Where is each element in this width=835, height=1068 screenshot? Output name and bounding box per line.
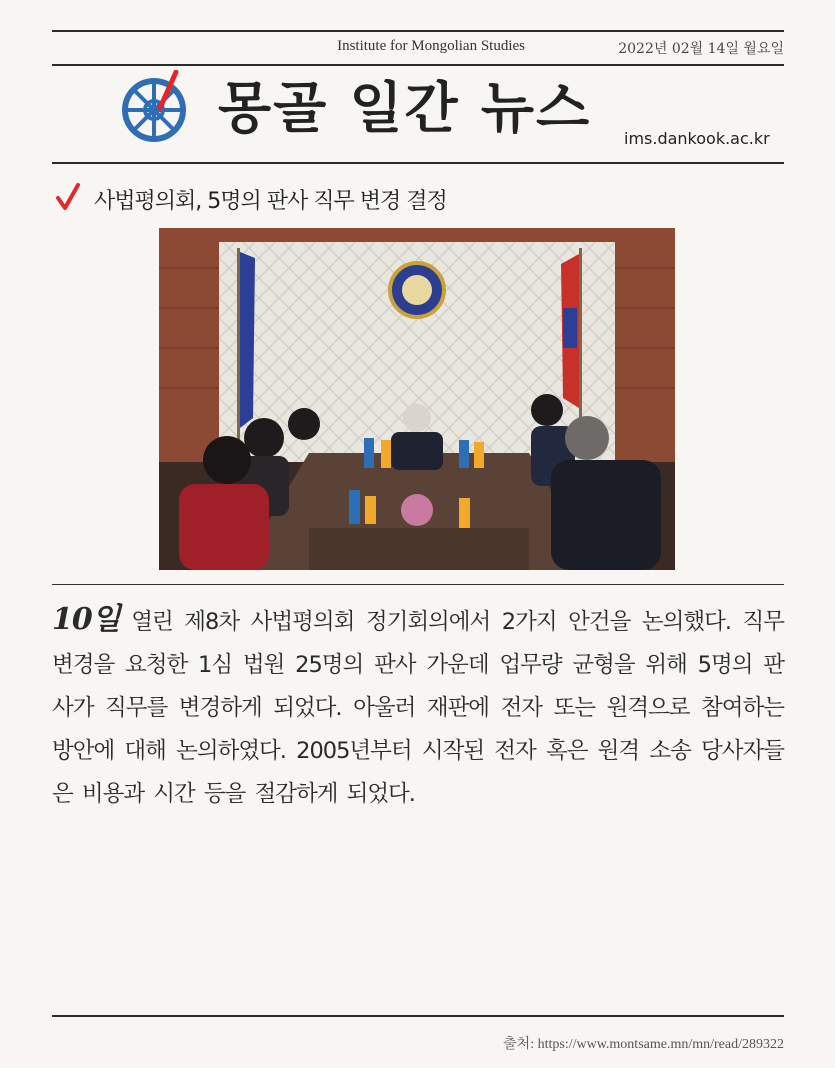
- source-link[interactable]: 출처: https://www.montsame.mn/mn/read/289322: [503, 1037, 784, 1052]
- site-url: ims.dankook.ac.kr: [624, 129, 770, 148]
- article-photo: [159, 228, 675, 570]
- header-rule: [52, 64, 784, 66]
- masthead-title: 몽골 일간 뉴스: [218, 76, 592, 140]
- article-lead: 10일: [52, 602, 120, 637]
- wheel-logo-icon: [118, 70, 194, 142]
- footer-rule: [52, 1015, 784, 1017]
- issue-date: 2022년 02월 14일 월요일: [618, 41, 784, 57]
- article-headline: 사법평의회, 5명의 판사 직무 변경 결정: [94, 189, 447, 214]
- institute-name: Institute for Mongolian Studies: [337, 38, 525, 54]
- top-rule: [52, 30, 784, 32]
- masthead-rule: [52, 162, 784, 164]
- article-body: [52, 598, 784, 816]
- body-rule: [52, 584, 784, 585]
- checkmark-icon: [55, 182, 81, 212]
- article-body-text: 열린 제8차 사법평의회 정기회의에서 2가지 안건을 논의했다. 직무변경을 요청한 1심 법원 25명의 판사 가운데 업무량 균형을 위해 5명의 판사가 직무를 변경하게 되었다. 아울러 재판에 전자 또는 원격으로 참여하는 방안에 대해 논의하였다. 2005년부터 시작된 전자 혹은 원격 소송 당사자들은 비용과 시간 등을 절감하게 되었다.: [52, 609, 784, 807]
